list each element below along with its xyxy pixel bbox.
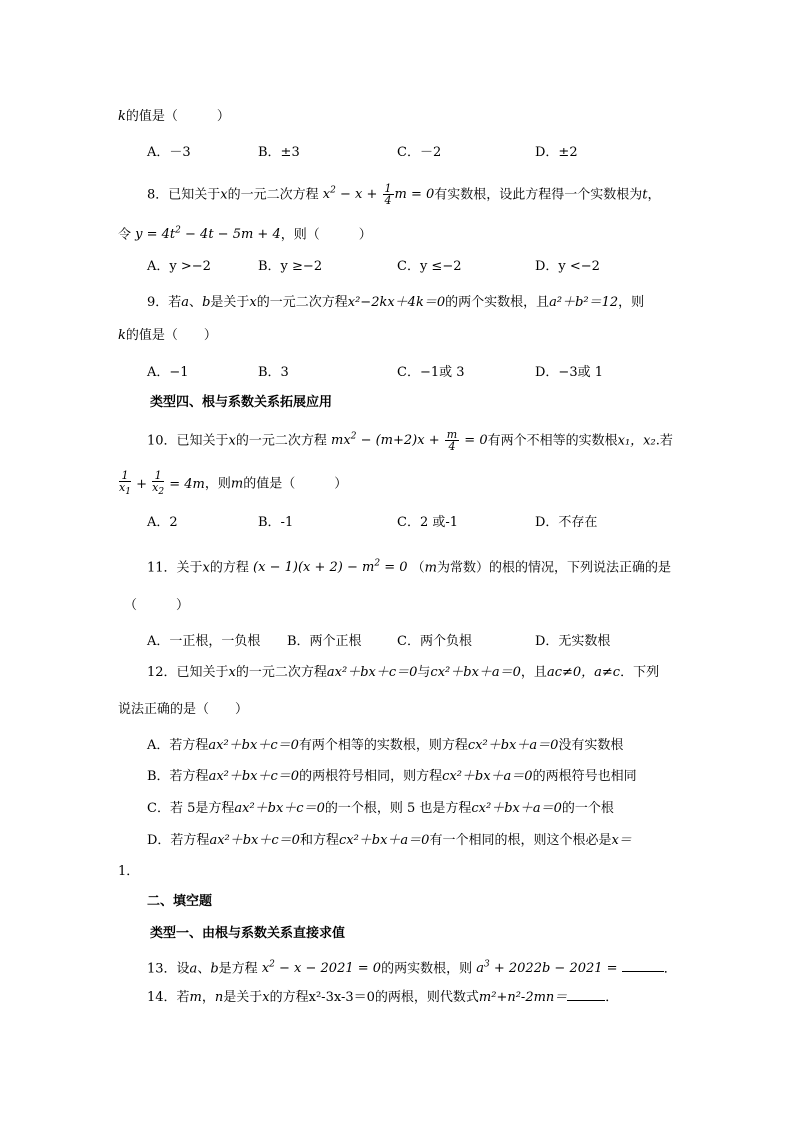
q8-equation: $x^2 - x$ + $\frac{1}{4}$ m = 0 xyxy=(322,182,435,208)
q13-line xyxy=(147,956,677,978)
q10-line1 xyxy=(147,428,673,452)
q8-line2-prefix: 令 xyxy=(118,227,132,243)
q10-option-c: C．2 或-1 xyxy=(397,515,459,530)
q12-option-a xyxy=(147,737,623,755)
q11-option-a: A．一正根，一负根 xyxy=(147,634,261,649)
q9-text3: 的两个实数根，且 xyxy=(445,295,550,310)
q7-option-c: C．－2 xyxy=(397,145,442,160)
var-x: x xyxy=(249,295,257,310)
q14-text2: 的方程 xyxy=(269,990,309,1005)
var-m: m xyxy=(230,476,244,492)
q14-equation: x²-3x-3＝0 xyxy=(308,990,375,1005)
q8-line2-suffix: ，则（ ） xyxy=(280,227,372,243)
q10-text2: 有两个不相等的实数根 xyxy=(487,433,618,449)
q13-expression: $a^3 + 2022b - 2021$ = xyxy=(476,960,622,977)
q9-condition: a²＋b²＝12 xyxy=(549,295,619,310)
q9-option-b: B．3 xyxy=(258,365,289,380)
var-a: a xyxy=(181,295,190,310)
q12-option-d-tail: 1． xyxy=(118,864,140,879)
q12-optB-3: 的两根符号也相同 xyxy=(532,769,637,784)
var-x: x xyxy=(262,990,270,1005)
q10-line2 xyxy=(118,470,347,498)
q12-optC-1: C．若 5是方程 xyxy=(147,801,235,816)
q8-number: 8．已知关于 xyxy=(147,187,221,203)
q13-answer-blank[interactable] xyxy=(622,959,664,972)
q12-eq1: ax²＋bx＋c＝0 xyxy=(208,769,300,784)
q12-optA-3: 没有实数根 xyxy=(558,738,624,753)
q8-line2 xyxy=(118,222,372,244)
q11-equation: $(x - 1)(x + 2) - m^2 = 0$ xyxy=(253,559,408,576)
var-x: x xyxy=(228,665,236,680)
q12-optD-2: 和方程 xyxy=(299,833,339,848)
q8-line1: 8．已知关于x的一元二次方程 $x^2 - x$ + $\frac{1}{4}$ m = 0有实数根，设此方程得一个实数根为t， xyxy=(147,182,661,208)
q9-text4: ，则 xyxy=(618,295,645,310)
q12-optC-3: 的一个根 xyxy=(561,801,614,816)
q10-option-a: A．2 xyxy=(147,515,178,530)
q12-line2: 说法正确的是（ ） xyxy=(118,702,249,717)
q12-condition: ac≠0，a≠c xyxy=(546,665,621,680)
var-m: m xyxy=(189,990,202,1005)
q8-option-a: A．y >−2 xyxy=(147,259,211,274)
q12-option-b xyxy=(147,768,637,786)
q10-number: 10．已知关于 xyxy=(147,433,229,449)
q12-text4: ．下列 xyxy=(620,665,660,680)
q12-eq2: cx²＋bx＋a＝0 xyxy=(467,738,559,753)
q12-eq1: ax²＋bx＋c＝0 xyxy=(209,833,300,848)
var-t: t xyxy=(642,187,648,203)
var-k: k xyxy=(118,328,126,343)
q10-option-d: D．不存在 xyxy=(535,515,598,530)
var-b: b xyxy=(202,295,211,310)
q7-option-a: A．－3 xyxy=(147,145,191,160)
q7-option-d: D．±2 xyxy=(535,145,578,160)
q12-optD-3: 有一个相同的根，则这个根必是 xyxy=(429,833,612,848)
q12-eq2: cx²＋bx＋a＝0 xyxy=(471,801,562,816)
q11-text1: 的方程 xyxy=(209,560,249,576)
q14-sep: ， xyxy=(201,990,215,1005)
q13-text2: 的两实数根，则 xyxy=(381,961,473,977)
q12-optD-1: D．若方程 xyxy=(147,833,210,848)
q13-sep: 、 xyxy=(197,961,211,977)
q12-eq1: ax²＋bx＋c＝0 xyxy=(234,801,325,816)
q8-option-c: C．y ≤−2 xyxy=(397,259,462,274)
var-m: m xyxy=(424,560,437,576)
q8-option-b: B．y ≥−2 xyxy=(258,259,323,274)
q9-sep: 、 xyxy=(189,295,203,310)
q12-optD-4: x＝ xyxy=(611,833,632,848)
q10-roots: x₁，x₂ xyxy=(617,433,656,449)
q10-option-b: B．-1 xyxy=(258,515,294,530)
q11-option-c: C．两个负根 xyxy=(397,634,472,649)
q12-optA-1: A．若方程 xyxy=(147,738,209,753)
q10-text3: .若 xyxy=(655,433,673,449)
q14-expression: m²+n²-2mn＝ xyxy=(478,990,568,1005)
q12-line1 xyxy=(147,664,659,682)
q11-text3: 为常数）的根的情况，下列说法正确的是 xyxy=(437,560,672,576)
q14-number: 14．若 xyxy=(147,990,190,1005)
q14-text3: 的两根，则代数式 xyxy=(374,990,479,1005)
q12-eq2: cx²＋bx＋a＝0 xyxy=(338,833,430,848)
q7-stem-text: 的值是（ ） xyxy=(125,109,230,124)
q12-eq1: ax²＋bx＋c＝0 xyxy=(326,665,418,680)
section-heading-type1: 类型一、由根与系数关系直接求值 xyxy=(150,926,346,941)
q12-eq2: cx²＋bx＋a＝0 xyxy=(442,769,533,784)
q9-line2-text: 的值是（ ） xyxy=(125,328,217,343)
q10-line2-suffix: ，则 xyxy=(204,476,231,492)
q14-text1: 是关于 xyxy=(223,990,263,1005)
q12-optB-1: B．若方程 xyxy=(147,769,209,784)
q9-line2 xyxy=(118,327,217,345)
var-a: a xyxy=(189,961,198,977)
q12-eq1: ax²＋bx＋c＝0 xyxy=(208,738,299,753)
q8-expression: $y = 4t^2 - 4t - 5m + 4$ xyxy=(135,226,281,243)
q12-text3: ，且 xyxy=(520,665,547,680)
q12-optB-2: 的两根符号相同，则方程 xyxy=(299,769,443,784)
q11-number: 11．关于 xyxy=(147,560,203,576)
q13-number: 13．设 xyxy=(147,961,190,977)
var-x: x xyxy=(228,433,236,449)
var-x: x xyxy=(220,187,228,203)
q7-stem-line xyxy=(118,108,230,126)
q13-text3: ． xyxy=(663,961,677,977)
q11-text2: （ xyxy=(411,560,425,576)
var-x: x xyxy=(202,560,210,576)
q10-equation: $mx^2 - (m+2)x$ + $\frac{m}{4}$ = 0 xyxy=(331,428,488,454)
q11-option-b: B．两个正根 xyxy=(287,634,362,649)
section-heading-type4: 类型四、根与系数关系拓展应用 xyxy=(150,395,333,410)
q12-text2: 与 xyxy=(417,665,431,680)
q11-option-d: D．无实数根 xyxy=(535,634,611,649)
q9-text2: 的一元二次方程 xyxy=(256,295,348,310)
var-n: n xyxy=(214,990,224,1005)
q14-answer-blank[interactable] xyxy=(567,988,605,1001)
q8-text1: 的一元二次方程 xyxy=(227,187,319,203)
q14-line xyxy=(147,988,618,1007)
q14-text4: ． xyxy=(605,990,619,1005)
q9-option-a: A．−1 xyxy=(147,365,189,380)
q13-equation: $x^2 - x - 2021 = 0$ xyxy=(261,960,382,977)
q8-option-d: D．y <−2 xyxy=(535,259,600,274)
q12-number: 12．已知关于 xyxy=(147,665,229,680)
q9-number: 9．若 xyxy=(147,295,182,310)
q8-text2: 有实数根，设此方程得一个实数根为 xyxy=(434,187,643,203)
q9-text1: 是关于 xyxy=(210,295,250,310)
q12-optA-2: 有两个相等的实数根，则方程 xyxy=(298,738,468,753)
q12-optC-2: 的一个根，则 5 也是方程 xyxy=(324,801,472,816)
q13-text1: 是方程 xyxy=(218,961,258,977)
q11-line1 xyxy=(147,555,671,577)
q10-condition: $\frac{1}{x_1}$ + $\frac{1}{x_2}$ = 4m xyxy=(119,469,205,498)
q11-line2: （ ） xyxy=(124,598,190,613)
q9-option-d: D．−3或 1 xyxy=(535,365,603,380)
var-b: b xyxy=(210,961,219,977)
q9-equation: x²−2kx＋4k＝0 xyxy=(347,295,446,310)
section-heading-fill: 二、填空题 xyxy=(147,894,213,909)
q12-option-c xyxy=(147,800,614,818)
q10-line2-end: 的值是（ ） xyxy=(243,476,348,492)
q12-option-d xyxy=(147,832,632,850)
q7-option-b: B．±3 xyxy=(258,145,300,160)
q9-option-c: C．−1或 3 xyxy=(397,365,465,380)
q10-text1: 的一元二次方程 xyxy=(235,433,327,449)
q12-text1: 的一元二次方程 xyxy=(235,665,327,680)
q12-eq2: cx²＋bx＋a＝0 xyxy=(430,665,521,680)
q9-line1 xyxy=(147,294,644,312)
var-k: k xyxy=(118,109,126,124)
